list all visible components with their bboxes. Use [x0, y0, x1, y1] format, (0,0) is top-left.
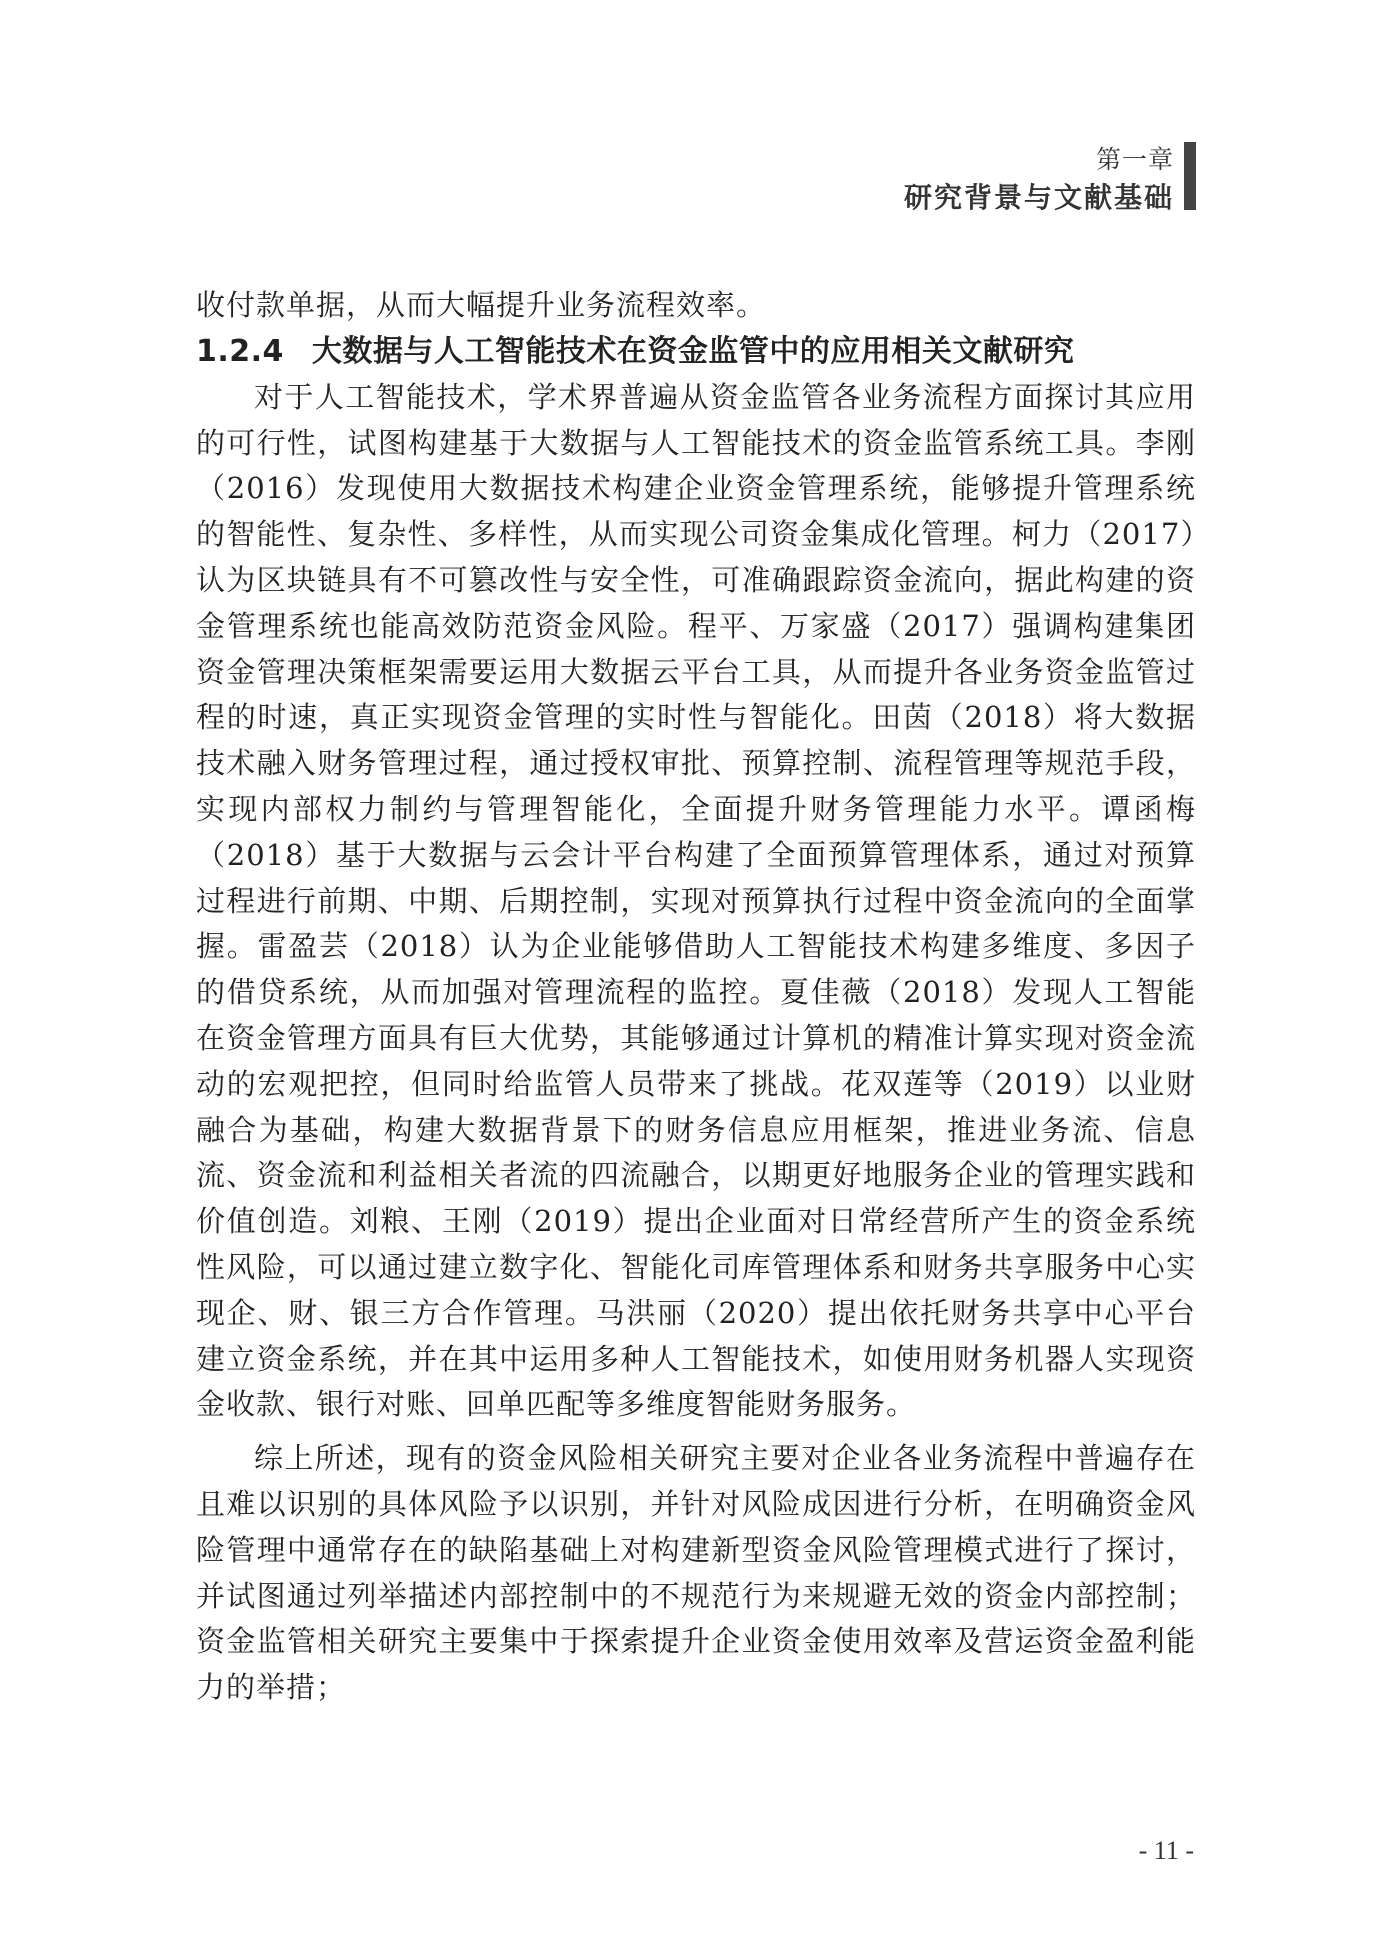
- section-title: 大数据与人工智能技术在资金监管中的应用相关文献研究: [311, 333, 1075, 369]
- chapter-number: 第一章: [1095, 145, 1174, 174]
- page-number: - 11 -: [1138, 1836, 1194, 1865]
- paragraph-gap: [196, 1428, 1196, 1436]
- continued-text: 收付款单据，从而大幅提升业务流程效率。: [196, 288, 767, 322]
- section-heading: [196, 329, 1196, 375]
- chapter-marker-bar: [1184, 142, 1196, 210]
- paragraph-summary: 综上所述，现有的资金风险相关研究主要对企业各业务流程中普遍存在且难以识别的具体风险予以识别，并针对风险成因进行分析，在明确资金风险管理中通常存在的缺陷基础上对构建新型资金风险管理模式进行了探讨，并试图通过列举描述内部控制中的不规范行为来规避无效的资金内部控制；资金监管相关研究主要集中于探索提升企业资金使用效率及营运资金盈利能力的举措；: [196, 1441, 1196, 1705]
- chapter-title: 研究背景与文献基础: [903, 181, 1174, 214]
- section-number: 1.2.4: [196, 333, 284, 369]
- page-body: [196, 283, 1196, 1711]
- paragraph-literature-review: 对于人工智能技术，学术界普遍从资金监管各业务流程方面探讨其应用的可行性，试图构建基于大数据与人工智能技术的资金监管系统工具。李刚（2016）发现使用大数据技术构建企业资金管理系统，能够提升管理系统的智能性、复杂性、多样性，从而实现公司资金集成化管理。柯力（2017）认为区块链具有不可篡改性与安全性，可准确跟踪资金流向，据此构建的资金管理系统也能高效防范资金风险。程平、万家盛（2017）强调构建集团资金管理决策框架需要运用大数据云平台工具，从而提升各业务资金监管过程的时速，真正实现资金管理的实时性与智能化。田茵（2018）将大数据技术融入财务管理过程，通过授权审批、预算控制、流程管理等规范手段，实现内部权力制约与管理智能化，全面提升财务管理能力水平。谭函梅（2018）基于大数据与云会计平台构建了全面预算管理体系，通过对预算过程进行前期、中期、后期控制，实现对预算执行过程中资金流向的全面掌握。雷盈芸（2018）认为企业能够借助人工智能技术构建多维度、多因子的借贷系统，从而加强对管理流程的监控。夏佳薇（2018）发现人工智能在资金管理方面具有巨大优势，其能够通过计算机的精准计算实现对资金流动的宏观把控，但同时给监管人员带来了挑战。花双莲等（2019）以业财融合为基础，构建大数据背景下的财务信息应用框架，推进业务流、信息流、资金流和利益相关者流的四流融合，以期更好地服务企业的管理实践和价值创造。刘粮、王刚（2019）提出企业面对日常经营所产生的资金系统性风险，可以通过建立数字化、智能化司库管理体系和财务共享服务中心实现企、财、银三方合作管理。马洪丽（2020）提出依托财务共享中心平台建立资金系统，并在其中运用多种人工智能技术，如使用财务机器人实现资金收款、银行对账、回单匹配等多维度智能财务服务。: [196, 379, 1196, 1422]
- chapter-header: [904, 142, 1174, 218]
